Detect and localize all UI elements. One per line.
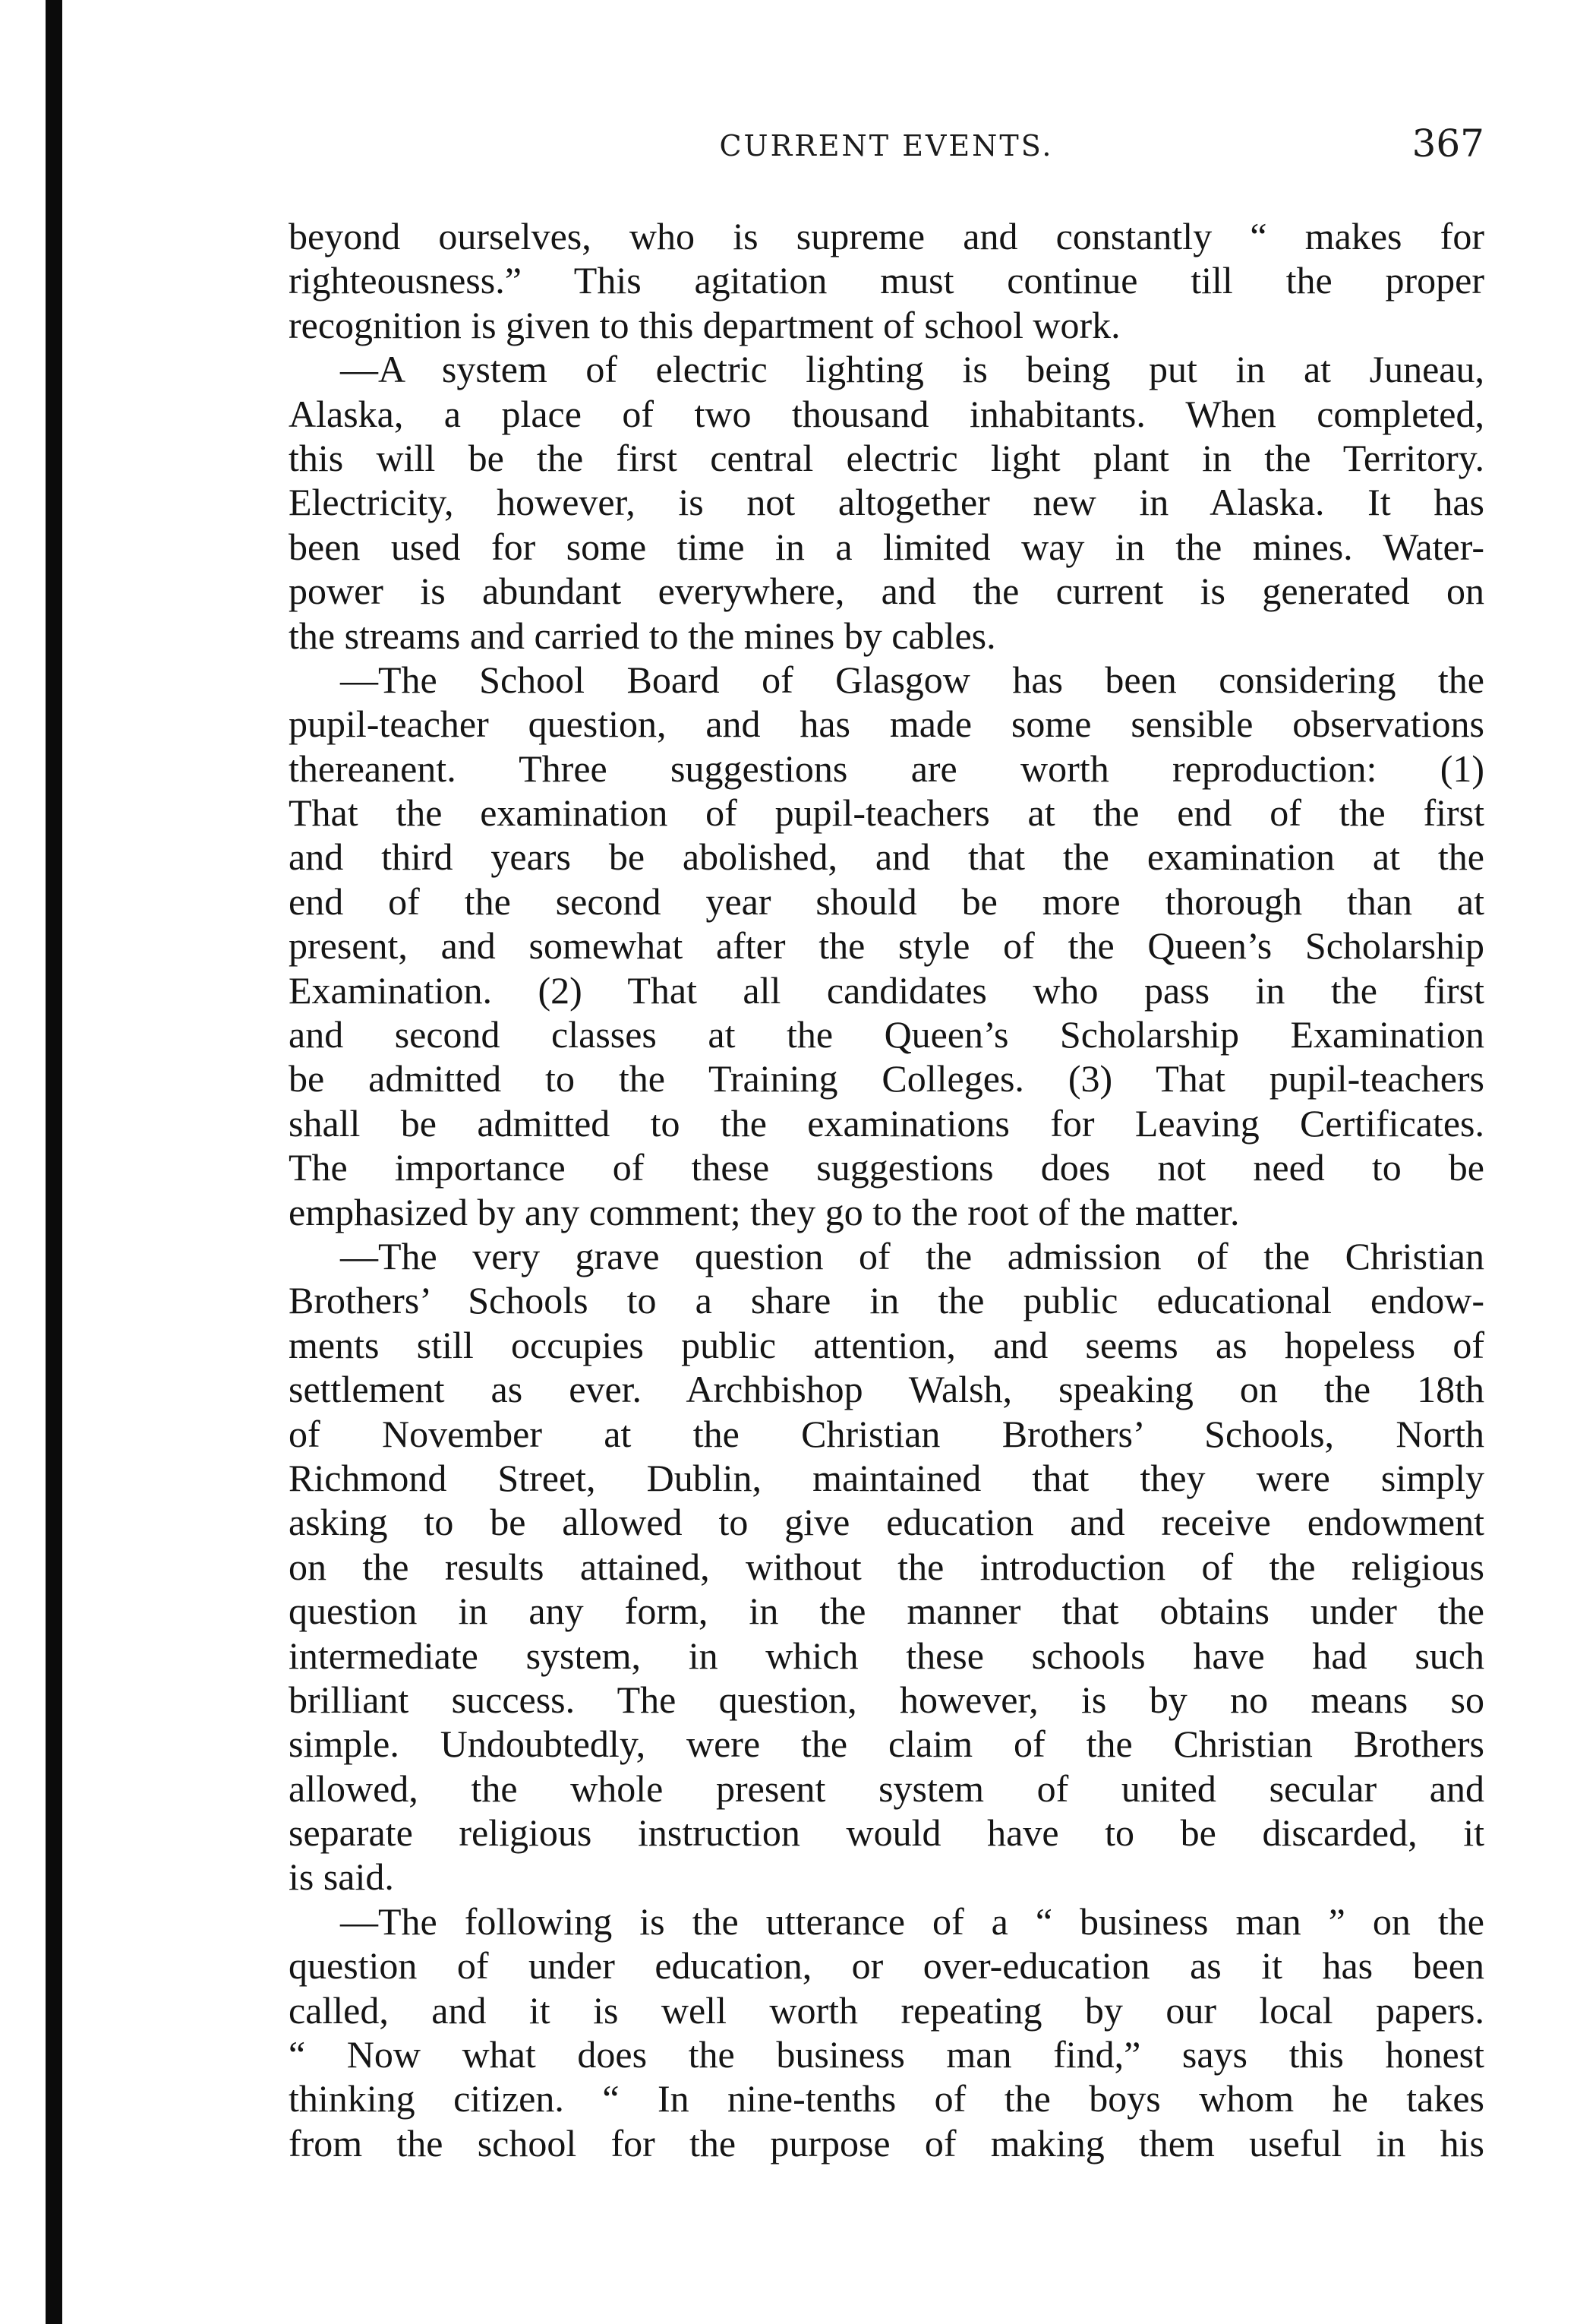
text-line: That the examination of pupil-teachers at the end of the first	[289, 791, 1484, 835]
text-line: Alaska, a place of two thousand inhabitants. When completed,	[289, 392, 1484, 435]
text-line: beyond ourselves, who is supreme and constantly “ makes for	[289, 215, 1484, 257]
text-line: —A system of electric lighting is being put in at Juneau,	[340, 348, 1484, 391]
text-line: been used for some time in a limited way in the mines. Water-	[289, 525, 1484, 568]
text-line: of November at the Christian Brothers’ Schools, North	[289, 1412, 1484, 1455]
text-line: this will be the first central electric light plant in the Territory.	[289, 436, 1484, 479]
text-line: the streams and carried to the mines by cables.	[289, 614, 996, 657]
text-line: brilliant success. The question, however, is by no means so	[289, 1678, 1484, 1721]
text-line: shall be admitted to the examinations for Leaving Certificates.	[289, 1101, 1484, 1145]
text-line: “ Now what does the business man find,” says this honest	[289, 2033, 1484, 2076]
text-line: Examination. (2) That all candidates who pass in the first	[289, 968, 1484, 1012]
text-line: end of the second year should be more thorough than at	[289, 879, 1484, 923]
text-line: —The School Board of Glasgow has been considering the	[340, 658, 1484, 701]
text-line: recognition is given to this department of school work.	[289, 303, 1121, 346]
text-line: emphasized by any comment; they go to the root of the matter.	[289, 1190, 1240, 1233]
text-line: intermediate system, in which these schools have had such	[289, 1634, 1484, 1677]
text-line: —The following is the utterance of a “ business man ” on the	[340, 1899, 1484, 1943]
text-line: called, and it is well worth repeating by our local papers.	[289, 1988, 1484, 2032]
text-line: righteousness.” This agitation must continue till the proper	[289, 259, 1484, 302]
body-text	[289, 214, 1484, 2165]
text-line: The importance of these suggestions does not need to be	[289, 1146, 1484, 1189]
text-line: thereanent. Three suggestions are worth reproduction: (1)	[289, 747, 1484, 790]
text-line: —The very grave question of the admission of the Christian	[340, 1234, 1484, 1277]
text-line: simple. Undoubtedly, were the claim of the Christian Brothers	[289, 1722, 1484, 1766]
text-line: ments still occupies public attention, and seems as hopeless of	[289, 1323, 1484, 1366]
page-number: 367	[1411, 122, 1484, 166]
page-header	[289, 122, 1484, 182]
text-line: question of under education, or over-education as it has been	[289, 1944, 1484, 1988]
running-title: CURRENT EVENTS.	[719, 129, 1054, 163]
text-line: question in any form, in the manner that obtains under the	[289, 1590, 1484, 1633]
text-line: settlement as ever. Archbishop Walsh, speaking on the 18th	[289, 1368, 1484, 1411]
text-line: on the results attained, without the introduction of the religious	[289, 1545, 1484, 1588]
text-line: from the school for the purpose of making them useful in his	[289, 2121, 1484, 2165]
page-binding-edge	[46, 0, 62, 2324]
text-line: allowed, the whole present system of united secular and	[289, 1767, 1484, 1810]
text-line: thinking citizen. “ In nine-tenths of the boys whom he takes	[289, 2077, 1484, 2120]
text-line: Brothers’ Schools to a share in the public educational endow-	[289, 1279, 1484, 1322]
text-line: pupil-teacher question, and has made some sensible observations	[289, 703, 1484, 746]
text-line: Richmond Street, Dublin, maintained that they were simply	[289, 1456, 1484, 1499]
text-line: Electricity, however, is not altogether new in Alaska. It has	[289, 481, 1484, 524]
text-line: and second classes at the Queen’s Scholarship Examination	[289, 1013, 1484, 1056]
text-line: separate religious instruction would have to be discarded, it	[289, 1811, 1484, 1855]
text-line: present, and somewhat after the style of the Queen’s Scholarship	[289, 924, 1484, 968]
text-line: asking to be allowed to give education and receive endowment	[289, 1501, 1484, 1544]
text-line: be admitted to the Training Colleges. (3) That pupil-teachers	[289, 1057, 1484, 1100]
text-line: power is abundant everywhere, and the current is generated on	[289, 570, 1484, 613]
text-line: is said.	[289, 1855, 394, 1899]
text-line: and third years be abolished, and that the examination at the	[289, 835, 1484, 879]
